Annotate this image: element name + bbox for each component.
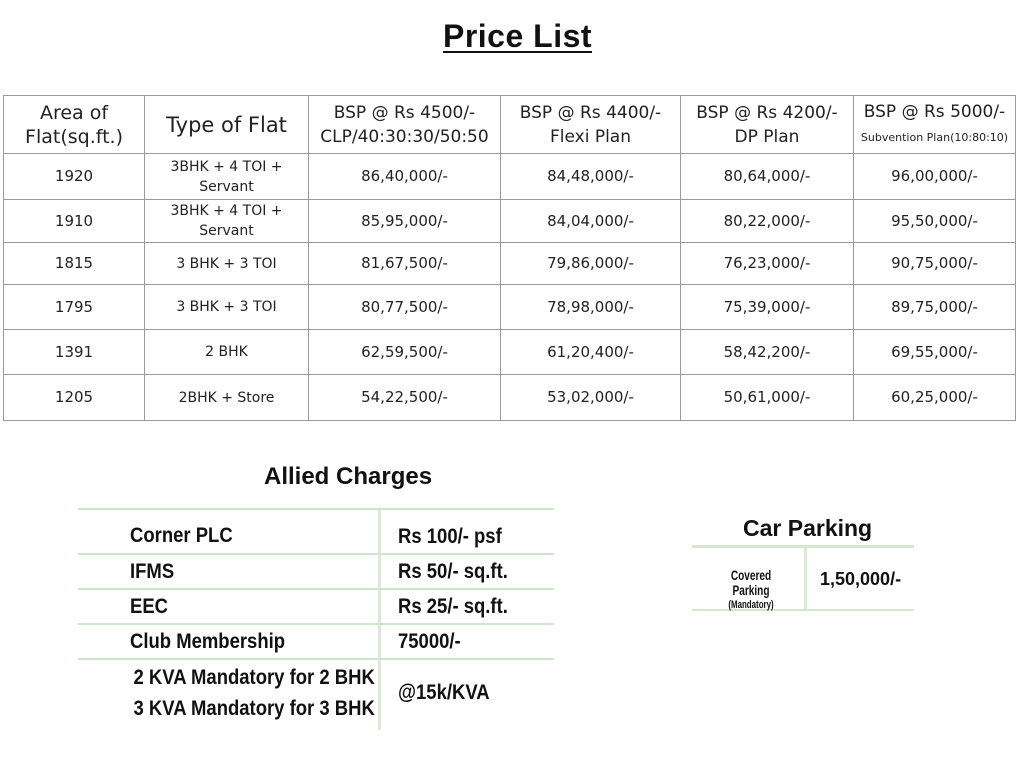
- cell-price: 84,04,000/-: [501, 200, 681, 243]
- cell-price: 85,95,000/-: [309, 200, 501, 243]
- table-row: [4, 200, 1016, 243]
- allied-value: Rs 100/- psf: [398, 524, 502, 548]
- allied-row-kva: [78, 658, 554, 726]
- car-parking-title: Car Parking: [743, 515, 873, 541]
- price-list-table: [3, 95, 1016, 421]
- cell-price: 62,59,500/-: [309, 330, 501, 375]
- cell-price: 50,61,000/-: [681, 375, 854, 421]
- cell-price: 79,86,000/-: [501, 243, 681, 285]
- cell-price: 54,22,500/-: [309, 375, 501, 421]
- cell-price: 53,02,000/-: [501, 375, 681, 421]
- page-title: Price List: [442, 18, 593, 54]
- cell-price: 58,42,200/-: [681, 330, 854, 375]
- cell-price: 61,20,400/-: [501, 330, 681, 375]
- table-header-row: [4, 96, 1016, 154]
- header-type: Type of Flat: [145, 96, 309, 154]
- cell-price: 75,39,000/-: [681, 285, 854, 330]
- cell-price: 80,77,500/-: [309, 285, 501, 330]
- table-row: [4, 154, 1016, 200]
- cell-price: 95,50,000/-: [854, 200, 1016, 243]
- cell-price: 69,55,000/-: [854, 330, 1016, 375]
- allied-value: @15k/KVA: [398, 681, 490, 704]
- parking-value: 1,50,000/-: [820, 569, 902, 589]
- allied-row-club-membership: [78, 623, 554, 658]
- cell-price: 76,23,000/-: [681, 243, 854, 285]
- cell-area: 1910: [4, 200, 145, 243]
- allied-charges-table: [78, 508, 554, 726]
- cell-price: 90,75,000/-: [854, 243, 1016, 285]
- car-parking-table: [692, 545, 914, 611]
- table-row: [4, 375, 1016, 421]
- cell-type: 3BHK + 4 TOI + Servant: [145, 200, 309, 243]
- cell-type: 3 BHK + 3 TOI: [145, 243, 309, 285]
- table-row: [4, 285, 1016, 330]
- allied-value: Rs 50/- sq.ft.: [398, 559, 508, 583]
- cell-price: 80,64,000/-: [681, 154, 854, 200]
- cell-area: 1205: [4, 375, 145, 421]
- allied-charges-title: Allied Charges: [264, 463, 433, 490]
- allied-label: EEC: [130, 594, 169, 618]
- column-divider: [804, 548, 807, 609]
- cell-price: 81,67,500/-: [309, 243, 501, 285]
- cell-type: 2 BHK: [145, 330, 309, 375]
- allied-label: 2 KVA Mandatory for 2 BHK 3 KVA Mandatory for 3 BHK: [133, 666, 375, 720]
- cell-area: 1391: [4, 330, 145, 375]
- cell-type: 3 BHK + 3 TOI: [145, 285, 309, 330]
- header-dp-plan: BSP @ Rs 4200/- DP Plan: [681, 96, 854, 154]
- allied-row-eec: [78, 588, 554, 623]
- cell-price: 78,98,000/-: [501, 285, 681, 330]
- allied-row-ifms: [78, 553, 554, 588]
- allied-label: Club Membership: [130, 629, 286, 653]
- allied-value: 75000/-: [398, 629, 461, 653]
- allied-value: Rs 25/- sq.ft.: [398, 594, 508, 618]
- cell-price: 86,40,000/-: [309, 154, 501, 200]
- header-clp-plan: BSP @ Rs 4500/- CLP/40:30:30/50:50: [309, 96, 501, 154]
- cell-price: 84,48,000/-: [501, 154, 681, 200]
- allied-label: Corner PLC: [130, 523, 233, 547]
- cell-price: 96,00,000/-: [854, 154, 1016, 200]
- parking-sublabel: (Mandatory): [728, 599, 774, 611]
- allied-label: IFMS: [130, 559, 175, 583]
- cell-area: 1795: [4, 285, 145, 330]
- allied-row-corner-plc: [78, 508, 554, 553]
- cell-area: 1920: [4, 154, 145, 200]
- header-area: Area of Flat(sq.ft.): [4, 96, 145, 154]
- parking-label: Covered Parking (Mandatory): [717, 568, 785, 613]
- cell-price: 60,25,000/-: [854, 375, 1016, 421]
- cell-type: 3BHK + 4 TOI + Servant: [145, 154, 309, 200]
- table-row: [4, 243, 1016, 285]
- cell-price: 89,75,000/-: [854, 285, 1016, 330]
- cell-area: 1815: [4, 243, 145, 285]
- table-row: [4, 330, 1016, 375]
- cell-type: 2BHK + Store: [145, 375, 309, 421]
- cell-price: 80,22,000/-: [681, 200, 854, 243]
- header-subvention-plan: BSP @ Rs 5000/- Subvention Plan(10:80:10): [854, 96, 1016, 154]
- header-flexi-plan: BSP @ Rs 4400/- Flexi Plan: [501, 96, 681, 154]
